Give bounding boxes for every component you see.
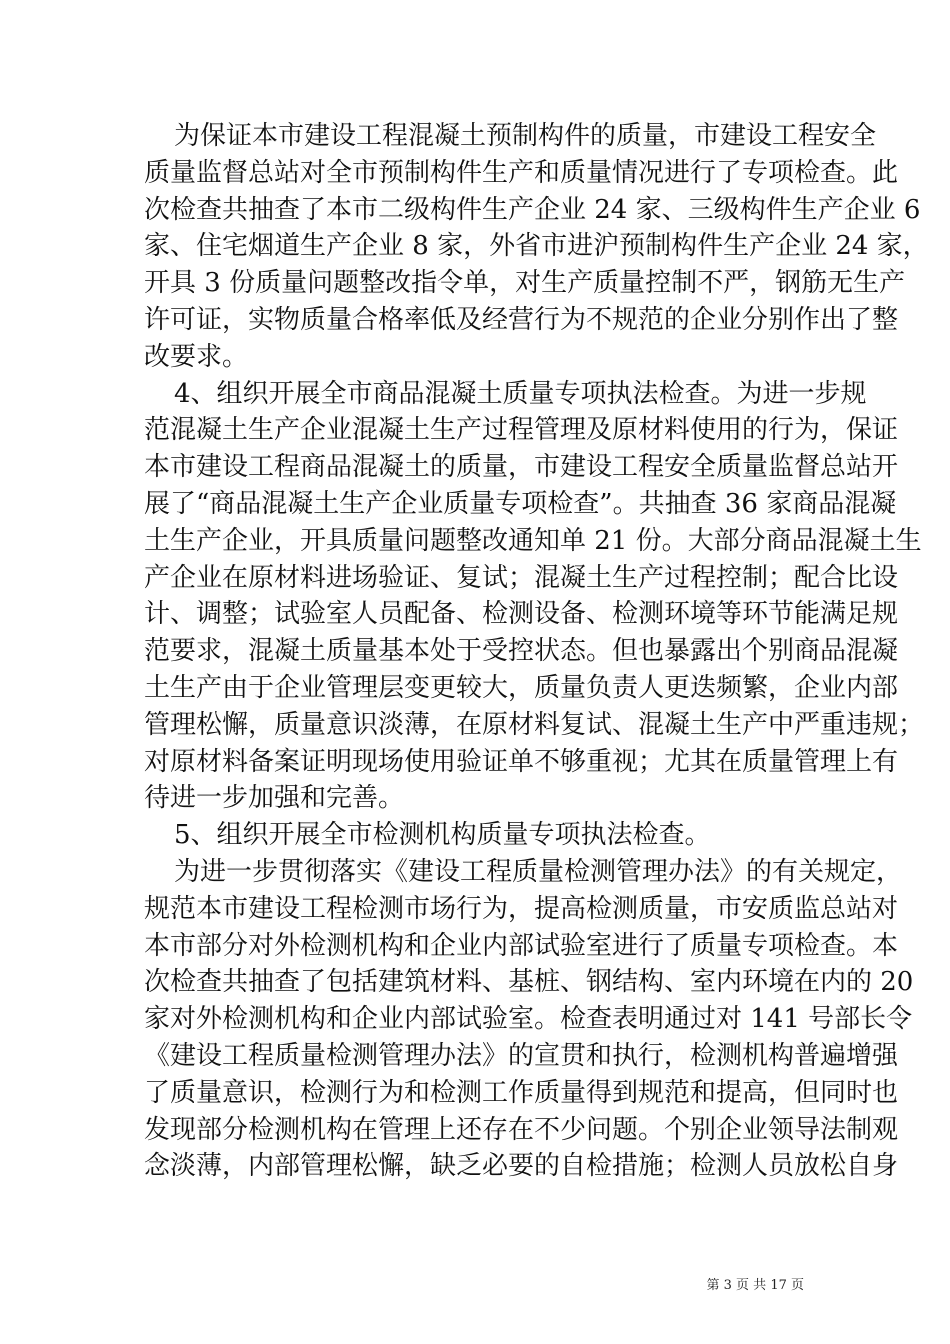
text-line: 为进一步贯彻落实《建设工程质量检测管理办法》的有关规定，	[174, 856, 903, 887]
text-line: 念淡薄，内部管理松懈，缺乏必要的自检措施；检测人员放松自身	[144, 1151, 899, 1182]
document-body	[144, 118, 929, 1185]
text-line: 次检查共抽查了本市二级构件生产企业 24 家、三级构件生产企业 6	[144, 194, 921, 225]
text-line: 改要求。	[144, 341, 249, 372]
text-line: 计、调整；试验室人员配备、检测设备、检测环境等环节能满足规	[144, 599, 899, 630]
text-line: 质量监督总站对全市预制构件生产和质量情况进行了专项检查。此	[144, 157, 899, 188]
paragraph	[144, 118, 929, 376]
paragraph	[144, 376, 925, 818]
text-line: 规范本市建设工程检测市场行为，提高检测质量，市安质监总站对	[144, 893, 899, 924]
text-line: 了质量意识，检测行为和检测工作质量得到规范和提高，但同时也	[144, 1077, 899, 1108]
text-line: 产企业在原材料进场验证、复试；混凝土生产过程控制；配合比设	[144, 562, 899, 593]
text-line: 5、组织开展全市检测机构质量专项执法检查。	[174, 820, 711, 851]
text-line: 次检查共抽查了包括建筑材料、基桩、钢结构、室内环境在内的 20	[144, 967, 914, 998]
text-line: 家对外检测机构和企业内部试验室。检查表明通过对 141 号部长令	[144, 1004, 913, 1035]
page-number: 第 3 页 共 17 页	[706, 1278, 804, 1293]
text-line: 发现部分检测机构在管理上还存在不少问题。个别企业领导法制观	[144, 1114, 899, 1145]
text-line: 范混凝土生产企业混凝土生产过程管理及原材料使用的行为，保证	[144, 415, 899, 446]
text-line: 本市部分对外检测机构和企业内部试验室进行了质量专项检查。本	[144, 930, 899, 961]
text-line: 为保证本市建设工程混凝土预制构件的质量，市建设工程安全	[174, 121, 877, 151]
text-line: 开具 3 份质量问题整改指令单，对生产质量控制不严，钢筋无生产	[144, 268, 906, 299]
paragraph	[144, 854, 914, 1185]
text-line: 《建设工程质量检测管理办法》的宣贯和执行，检测机构普遍增强	[144, 1040, 899, 1071]
paragraph	[144, 817, 820, 854]
text-line: 待进一步加强和完善。	[144, 783, 405, 814]
text-line: 本市建设工程商品混凝土的质量，市建设工程安全质量监督总站开	[144, 452, 899, 483]
text-line: 展了“商品混凝土生产企业质量专项检查”。共抽查 36 家商品混凝	[144, 488, 897, 519]
text-line: 土生产企业，开具质量问题整改通知单 21 份。大部分商品混凝土生	[144, 525, 922, 556]
text-line: 范要求，混凝土质量基本处于受控状态。但也暴露出个别商品混凝	[144, 636, 899, 667]
text-line: 4、组织开展全市商品混凝土质量专项执法检查。为进一步规	[174, 378, 867, 409]
text-line: 家、住宅烟道生产企业 8 家，外省市进沪预制构件生产企业 24 家，	[144, 231, 929, 262]
text-line: 管理松懈，质量意识淡薄，在原材料复试、混凝土生产中严重违规；	[144, 709, 925, 740]
text-line: 土生产由于企业管理层变更较大，质量负责人更迭频繁，企业内部	[144, 672, 899, 703]
text-line: 对原材料备案证明现场使用验证单不够重视；尤其在质量管理上有	[144, 746, 899, 777]
text-line: 许可证，实物质量合格率低及经营行为不规范的企业分别作出了整	[144, 304, 899, 335]
